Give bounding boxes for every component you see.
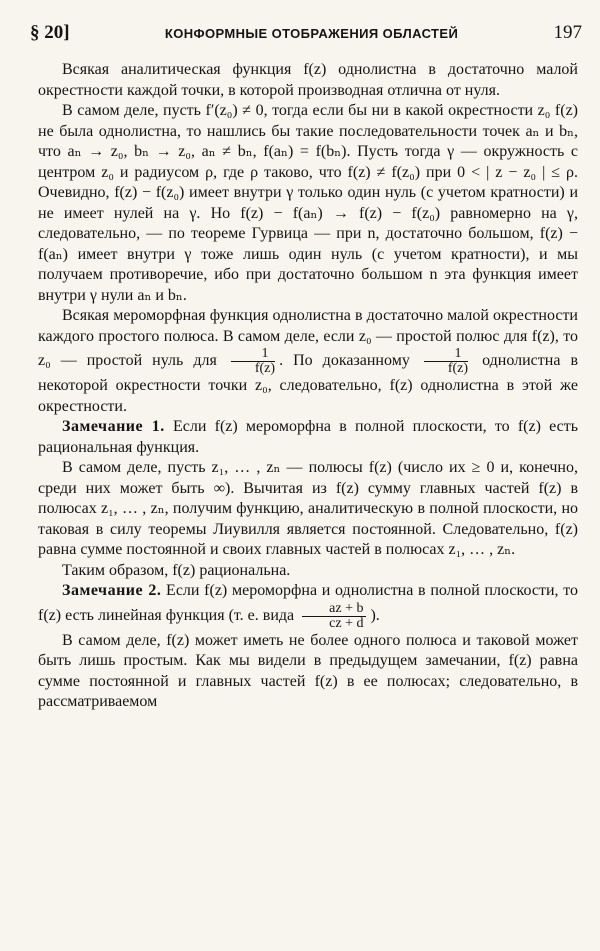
fraction-denominator: cz + d bbox=[329, 615, 364, 631]
fraction-denominator: f(z) bbox=[447, 361, 469, 376]
remark-1 bbox=[38, 417, 578, 458]
page-number: 197 bbox=[553, 22, 582, 43]
remark-2-close: ). bbox=[370, 606, 380, 624]
remark-1-text: Если f(z) мероморфна в полной плоскости, то f(z) есть рациональная функция. bbox=[38, 418, 579, 456]
fraction-numerator: 1 bbox=[424, 347, 468, 362]
paragraph-theorem-2 bbox=[38, 306, 578, 417]
paragraph-conclusion: Таким образом, f(z) рациональна. bbox=[62, 561, 291, 579]
remark-2-text: Если f(z) мероморфна и однолистна в полной плоскости, то f(z) есть линейная функция (т. е. вида bbox=[38, 582, 579, 624]
paragraph-proof-remark-2: В самом деле, f(z) может иметь не более одного полюса и таковой может быть лишь простым. Как мы видели в предыдущем замечании, f(z) равна сумме постоянной и главных частей f(z) в ее полюсах; следовательно, в рассматриваемом bbox=[38, 631, 578, 710]
theorem-2-mid: . По доказанному bbox=[279, 352, 410, 370]
paragraph-theorem-1: Всякая аналитическая функция f(z) однолистна в достаточно малой окрестности каждой точки, в которой производная отлична от нуля. bbox=[38, 61, 578, 99]
fraction-numerator: 1 bbox=[231, 347, 275, 362]
remark-1-heading: Замечание 1. bbox=[62, 418, 165, 435]
theorem-2-end: однолистна в некоторой окрестности точки z₀, следовательно, f(z) однолистна в этой же окрестности. bbox=[38, 352, 579, 415]
paragraph-proof-remark-1: В самом деле, пусть z₁, … , zₙ — полюсы f(z) (число их ≥ 0 и, конечно, среди них может быть ∞). Вычитая из f(z) сумму главных частей f(z) в полюсах z₁, … , zₙ, получим функцию, аналитическую в полной плоскости, но таковая в силу теоремы Лиувилля является постоянной. Следовательно, f(z) равна сумме постоянной и своих главных частей в полюсах z₁, … , zₙ. bbox=[38, 459, 578, 558]
page-header bbox=[30, 22, 582, 44]
theorem-2-start: Всякая мероморфная функция однолистна в достаточно малой окрестности каждого простого полюса. В самом деле, если z₀ — простой полюс для f(z), то z₀ — простой нуль для bbox=[38, 307, 578, 370]
fraction-reciprocal-1 bbox=[231, 347, 275, 376]
running-title: КОНФОРМНЫЕ ОТОБРАЖЕНИЯ ОБЛАСТЕЙ bbox=[164, 26, 459, 41]
page-body bbox=[38, 60, 578, 713]
remark-2-heading: Замечание 2. bbox=[62, 582, 162, 599]
fraction-reciprocal-2 bbox=[424, 347, 468, 376]
fraction-linear-function bbox=[302, 602, 366, 631]
section-number: § 20] bbox=[30, 22, 70, 43]
fraction-denominator: f(z) bbox=[254, 361, 276, 376]
paragraph-proof-1: В самом деле, пусть f′(z₀) ≠ 0, тогда если бы ни в какой окрестности z₀ f(z) не была однолистна, то нашлись бы такие последовательности точек aₙ и bₙ, что aₙ → z₀, bₙ → z₀, aₙ ≠ bₙ, f(aₙ) = f(bₙ). Пусть тогда γ — окружность с центром z₀ и радиусом ρ, где ρ таково, что f(z) ≠ f(z₀) при 0 < | z − z₀ | ≤ ρ. Очевидно, f(z) − f(z₀) имеет внутри γ только один нуль (с учетом кратности) и не имеет нулей на γ. Но f(z) − f(aₙ) → f(z) − f(z₀) равномерно на γ, следовательно, — по теореме Гурвица — при n, достаточно большом, f(z) − f(aₙ) имеет внутри γ тоже лишь один нуль (с учетом кратности), и мы получаем противоречие, ибо при достаточно большом n эта функция имеет внутри γ нули aₙ и bₙ. bbox=[38, 102, 578, 304]
fraction-numerator: az + b bbox=[302, 602, 366, 617]
remark-2 bbox=[38, 581, 578, 631]
